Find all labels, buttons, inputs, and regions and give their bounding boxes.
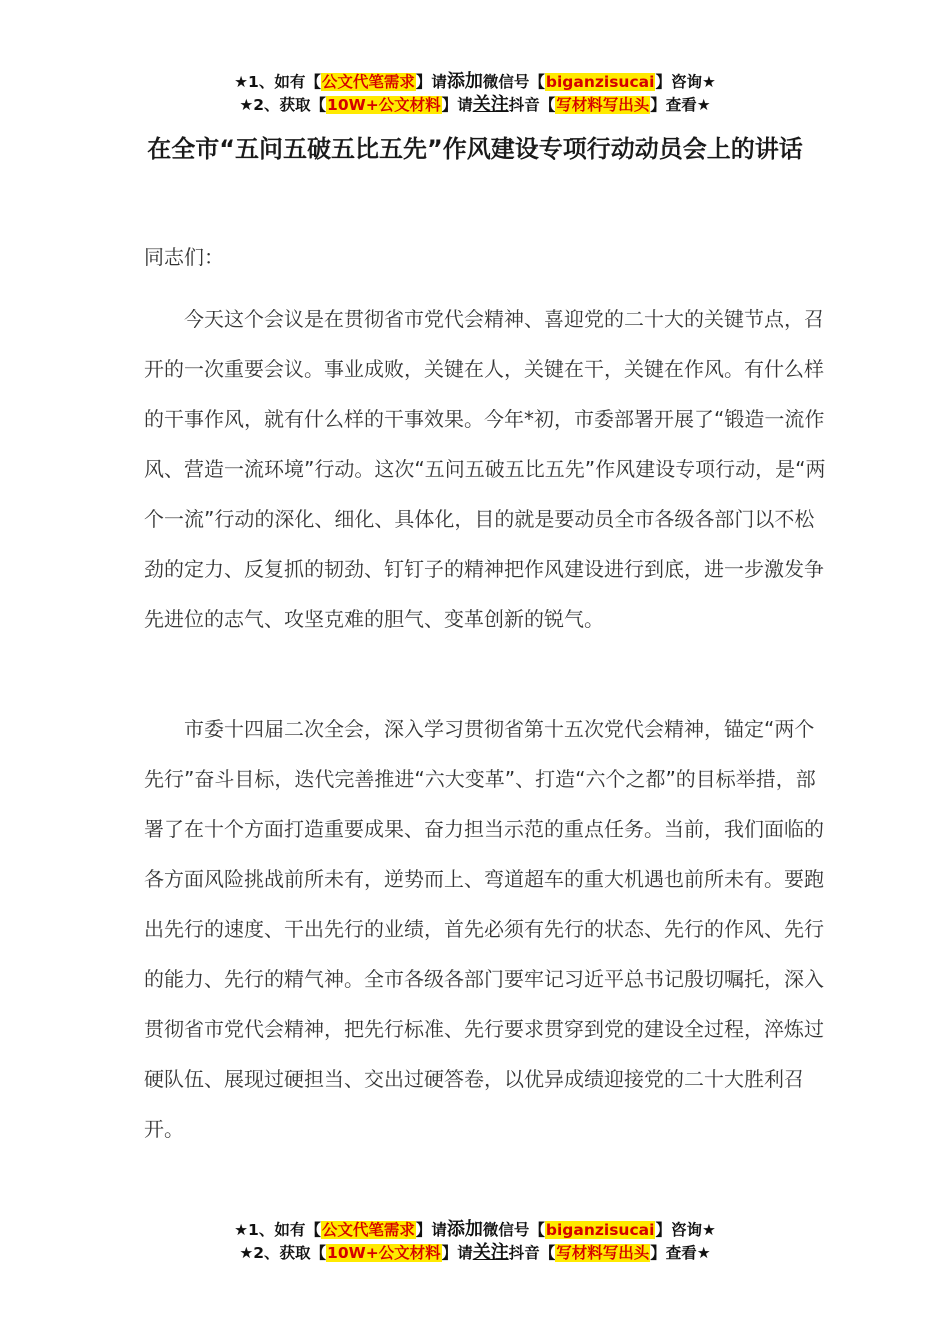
paragraph-2 xyxy=(144,704,834,1154)
paragraph-text: 市委十四届二次全会，深入学习贯彻省第十五次党代会精神，锚定“两个先行”奋斗目标，迭代完善推进“六大变革”、打造“六个之都”的目标举措，部署了在十个方面打造重要成果、奋力担当示范的重点任务。当前，我们面临的各方面风险挑战前所未有，逆势而上、弯道超车的重大机遇也前所未有。要跑出先行的速度、干出先行的业绩，首先必须有先行的状态、先行的作风、先行的能力、先行的精气神。全市各级各部门要牢记习近平总书记殷切嘱托，深入贯彻省市党代会精神，把先行标准、先行要求贯穿到党的建设全过程，淬炼过硬队伍、展现过硬担当、交出过硬答卷，以优异成绩迎接党的二十大胜利召开。 xyxy=(144,717,824,1141)
promo-text: 】查看★ xyxy=(650,1244,711,1262)
promo-banner-top xyxy=(0,70,950,116)
promo-text: ★2、获取【 xyxy=(239,1244,327,1262)
promo-emphasis: 关注 xyxy=(472,94,509,115)
promo-highlight: biganzisucai xyxy=(545,73,655,91)
promo-text: 】请 xyxy=(441,1244,473,1262)
promo-text: 】请 xyxy=(441,96,473,114)
promo-line-1 xyxy=(0,70,950,93)
promo-highlight: biganzisucai xyxy=(545,1221,655,1239)
promo-emphasis: 添加 xyxy=(446,1219,483,1240)
promo-banner-bottom xyxy=(0,1218,950,1264)
promo-line-1 xyxy=(0,1218,950,1241)
promo-highlight: 10W+公文材料 xyxy=(327,1244,441,1262)
document-title-text: 在全市“五问五破五比五先”作风建设专项行动动员会上的讲话 xyxy=(147,135,803,163)
promo-text: ★2、获取【 xyxy=(239,96,327,114)
promo-text: 】咨询★ xyxy=(655,1221,716,1239)
promo-text: 抖音【 xyxy=(508,1244,556,1262)
promo-highlight: 公文代笔需求 xyxy=(321,1221,415,1239)
promo-emphasis: 添加 xyxy=(446,71,483,92)
promo-emphasis: 关注 xyxy=(472,1242,509,1263)
promo-line-2 xyxy=(0,1241,950,1264)
promo-highlight: 10W+公文材料 xyxy=(327,96,441,114)
paragraph-1 xyxy=(144,294,834,644)
promo-line-2 xyxy=(0,93,950,116)
promo-text: 】查看★ xyxy=(650,96,711,114)
paragraph-text: 今天这个会议是在贯彻省市党代会精神、喜迎党的二十大的关键节点，召开的一次重要会议。事业成败，关键在人，关键在干，关键在作风。有什么样的干事作风，就有什么样的干事效果。今年*初，市委部署开展了“锻造一流作风、营造一流环境”行动。这次“五问五破五比五先”作风建设专项行动，是“两个一流”行动的深化、细化、具体化，目的就是要动员全市各级各部门以不松劲的定力、反复抓的韧劲、钉钉子的精神把作风建设进行到底，进一步激发争先进位的志气、攻坚克难的胆气、变革创新的锐气。 xyxy=(144,307,826,631)
promo-text: ★1、如有【 xyxy=(234,1221,321,1239)
promo-text: 微信号【 xyxy=(482,1221,545,1239)
promo-text: 】请 xyxy=(415,73,447,91)
promo-text: 抖音【 xyxy=(508,96,556,114)
promo-text: 】咨询★ xyxy=(655,73,716,91)
promo-highlight: 写材料写出头 xyxy=(556,96,650,114)
document-title xyxy=(0,124,950,174)
promo-highlight: 写材料写出头 xyxy=(556,1244,650,1262)
promo-text: 微信号【 xyxy=(482,73,545,91)
promo-highlight: 公文代笔需求 xyxy=(321,73,415,91)
salutation: 同志们： xyxy=(144,245,224,269)
promo-text: ★1、如有【 xyxy=(234,73,321,91)
promo-text: 】请 xyxy=(415,1221,447,1239)
